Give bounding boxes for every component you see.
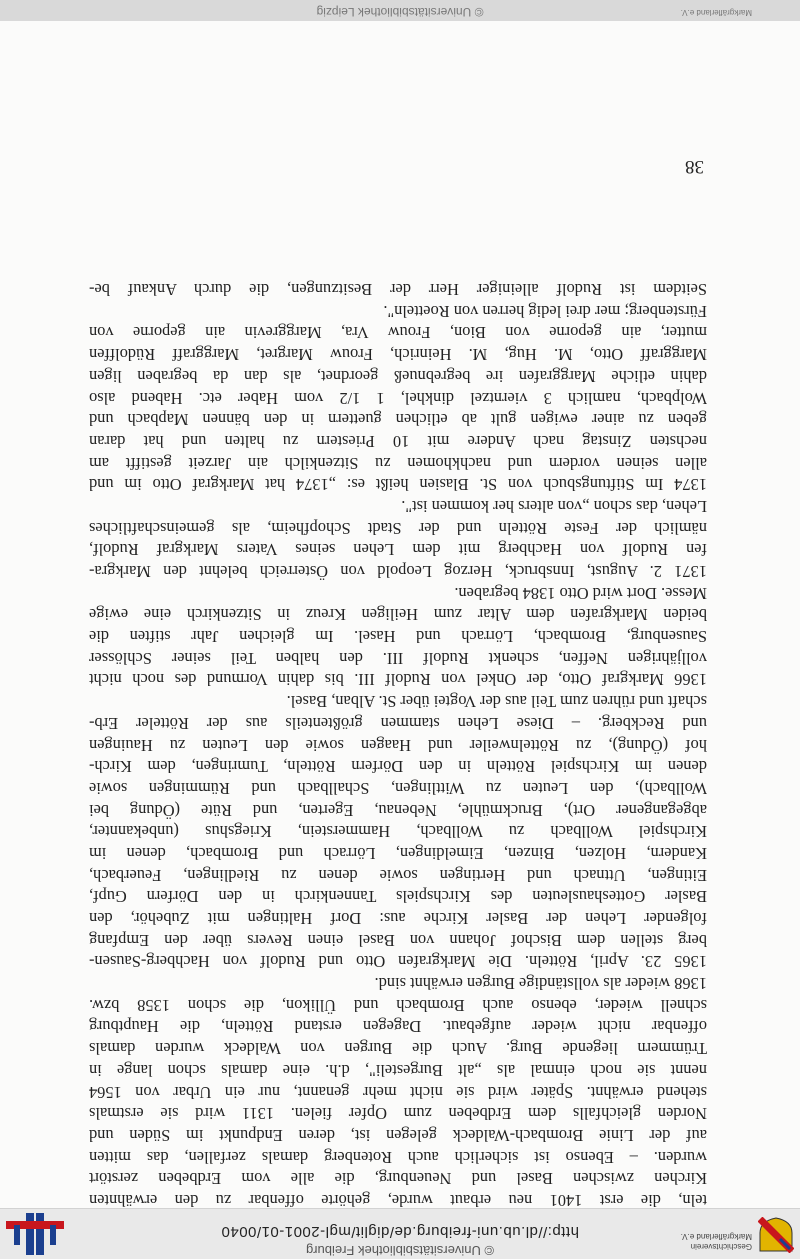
copyright-notice: © Universitätsbibliothek Freiburg <box>305 1243 495 1258</box>
footer-society: Markgräflerland e.V. <box>680 8 752 17</box>
text-line: Trümmern liegende Burg. Auch die Burgen von Waldeck wurden damals <box>89 1039 707 1059</box>
text-line: 1374 Im Stiftungsbuch von St. Blasien heißt es: „1374 hat Markgraf Otto im und <box>89 475 707 495</box>
text-line: Wollbach), den Leuten zu Wittlingen, Schallbach und Rümmingen sowie <box>89 778 707 798</box>
text-line: allen seinen vordern und nachkhomen zu Sitzenkilch ain Jarzeit gestifft am <box>89 453 707 473</box>
text-line: berg stellen dem Bischof Johann von Basel einen Revers über den Empfang <box>89 930 707 950</box>
text-line: Sausenburg, Brombach, Lörrach und Hasel. Im gleichen Jahr stiften die <box>89 627 707 647</box>
text-line: schaft und rühren zum Teil aus der Vogtei über St. Alban, Basel. <box>286 692 707 712</box>
text-line: Kirchen zwischen Basel und Neuenburg, die alle vom Erdbeben zerstört <box>89 1169 707 1189</box>
text-line: denen im Kirchspiel Rötteln in den Dörfern Rötteln, Tumringen, dem Kirch- <box>89 757 707 777</box>
text-line: hof (Ödung), zu Röttelnweiler und Haagen sowie den Leuten zu Hauingen <box>89 735 707 755</box>
text-line: offenbar nicht wieder aufgebaut. Dagegen erstand Rötteln, die Hauptburg <box>89 1017 707 1037</box>
text-line: Lehen, das schon „von alters her kommen ist". <box>401 497 707 516</box>
text-line: Wolpbach, namlich 3 vierntzel dinkhel, 1 1/2 vom Haber etc. Habend also <box>89 388 707 408</box>
society-name: Geschichtsverein Markgräflerland e.V. <box>680 1232 752 1251</box>
text-line: schnell wieder, ebenso auch Brombach und Üllikon, die schon 1358 bzw. <box>89 995 707 1015</box>
source-url-link[interactable]: http://dl.ub.uni-freiburg.de/diglit/mgl-2001-01/0040 <box>221 1223 579 1240</box>
footer-copyright: © Universitätsbibliothek Leipzig <box>316 5 484 19</box>
text-line: Basler Gotteshausleuten des Kirchspiels Tannenkirch in den Dörfern Gupf, <box>89 887 707 907</box>
text-line: mutter, ain geporne von Bion, Frouw Vra, Marggrevin ain geporne von <box>89 323 707 343</box>
text-line: nämlich der Feste Rötteln und der Stadt Schopfheim, als gemeinschaftliches <box>89 518 707 538</box>
text-line: dahin etliche Marggrafen ire begrebnueß geordnet, als dan da begraben ligen <box>89 366 707 386</box>
text-line: 1365 23. April, Rötteln. Die Markgrafen Otto und Rudolf von Hachberg-Sausen- <box>89 952 707 972</box>
text-line: wurden. – Ebenso ist sicherlich auch Rotenberg damals zerfallen, das mitten <box>89 1147 707 1167</box>
text-line: Marggraff Otto, M. Hug, M. Heinrich, Frouw Margret, Marggraff Rüdolffen <box>89 345 707 365</box>
text-line: Fürstenberg; mer drei ledig herren von Roetteln". <box>383 301 707 321</box>
text-line: teln, die erst 1401 neu erbaut wurde, gehörte offenbar zu den erwähnten <box>89 1191 707 1210</box>
text-line: stehend erwähnt. Später wird sie nicht mehr genannt, nur ein Urbar von 1564 <box>89 1082 707 1102</box>
text-line: abgegangener Ort), Bruckmühle, Nebenau, Egerten, und Rüte (Ödung bei <box>89 800 707 820</box>
text-line: Kandern, Holzen, Binzen, Eimeldingen, Lörrach und Brombach, denen im <box>89 844 707 863</box>
page-number: 38 <box>685 156 704 177</box>
text-line: 1371 2. August, Innsbruck, Herzog Leopold von Österreich belehnt den Markgra- <box>89 562 707 582</box>
text-line: und Reckberg. – Diese Lehen stammen größtenteils aus der Rötteler Erb- <box>89 713 707 733</box>
text-line: nennt sie noch einmal als „alt Burgesteli", d.h. eine damals schon lange in <box>89 1060 707 1080</box>
text-line: 1368 wieder als vollständige Burgen erwähnt sind. <box>374 974 707 994</box>
text-line: folgender Lehen der Basler Kirche aus: Dorf Haltingen mit Zubehör, den <box>89 909 707 929</box>
text-line: nechsten Zinstag nach Andere mit 10 Priestern zu halten und hat daran <box>89 431 707 451</box>
header-band <box>0 1208 800 1259</box>
text-line: volljährigen Neffen, schenkt Rudolf III. den halben Teil seiner Schlösser <box>89 648 707 668</box>
text-line: Eitingen, Uttnach und Hertingen sowie denen zu Riedlingen, Feuerbach, <box>89 865 707 885</box>
text-line: Kirchspiel Wollbach zu Wollbach, Hammerstein, Kriegshus (unbekannter, <box>89 822 707 842</box>
text-line: fen Rudolf von Hachberg mit dem Lehen seines Vaters Markgraf Rudolf, <box>89 540 707 560</box>
text-line: Norden gleichfalls dem Erdbeben zum Opfer fielen. 1311 wird sie erstmals <box>89 1104 707 1124</box>
text-line: 1366 Markgraf Otto, der Onkel von Rudolf III. bis dahin Vormund des noch nicht <box>89 670 707 690</box>
text-line: Messe. Dort wird Otto 1384 begraben. <box>454 583 707 603</box>
text-line: geben zu ainer ewigen gult ab etlichen guettern in den bännen Mapbach und <box>89 410 707 430</box>
footer-band <box>0 0 800 21</box>
text-line: beiden Markgrafen dem Altar zum Heiligen Kreuz in Sitzenkirch eine ewige <box>89 605 707 625</box>
text-line: auf der Linie Brombach-Waldeck gelegen ist, deren Endpunkt im Süden und <box>89 1125 707 1145</box>
body-text <box>89 278 707 1211</box>
ub-freiburg-logo-icon <box>6 1213 64 1255</box>
text-line: Seitdem ist Rudolf alleiniger Herr der Besitzungen, die durch Ankauf be- <box>89 280 707 300</box>
